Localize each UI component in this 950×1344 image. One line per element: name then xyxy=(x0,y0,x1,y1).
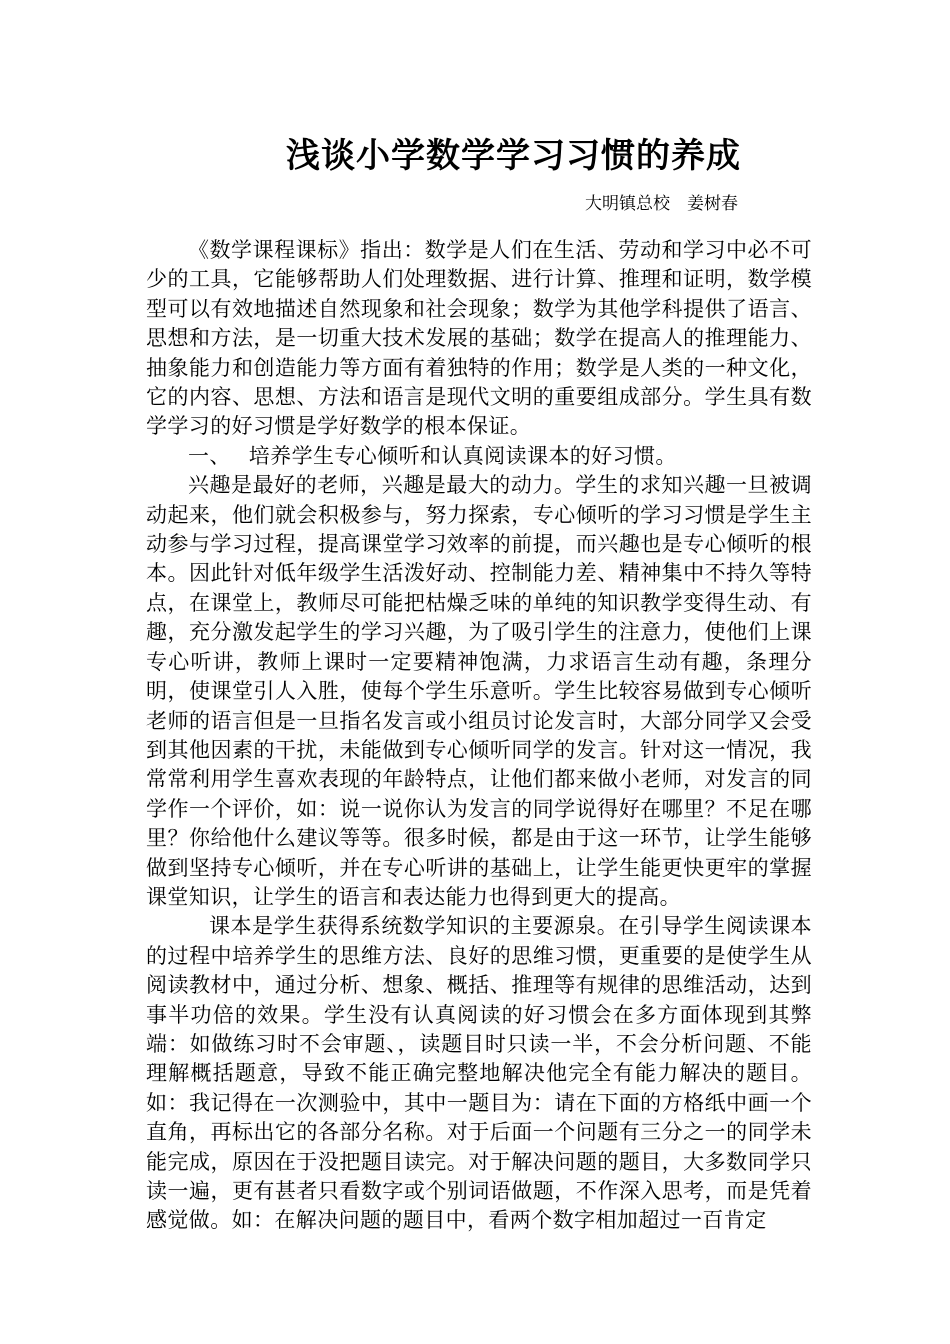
document-body xyxy=(146,236,812,1236)
paragraph-reading: 课本是学生获得系统数学知识的主要源泉。在引导学生阅读课本的过程中培养学生的思维方法、良好的思维习惯，更重要的是使学生从阅读教材中，通过分析、想象、概括、推理等有规律的思维活动，达到事半功倍的效果。学生没有认真阅读的好习惯会在多方面体现到其弊端：如做练习时不会审题、，读题目时只读一半，不会分析问题、不能理解概括题意，导致不能正确完整地解决他完全有能力解决的题目。如：我记得在一次测验中，其中一题目为：请在下面的方格纸中画一个直角，再标出它的各部分名称。对于后面一个问题有三分之一的同学未能完成，原因在于没把题目读完。对于解决问题的题目，大多数同学只读一遍，更有甚者只看数字或个别词语做题，不作深入思考，而是凭着感觉做。如：在解决问题的题目中，看两个数字相加超过一百肯定 xyxy=(146,914,812,1233)
paragraph-intro: 《数学课程课标》指出：数学是人们在生活、劳动和学习中必不可少的工具，它能够帮助人们处理数据、进行计算、推理和证明，数学模型可以有效地描述自然现象和社会现象；数学为其他学科提供了语言、思想和方法，是一切重大技术发展的基础；数学在提高人的推理能力、抽象能力和创造能力等方面有着独特的作用；数学是人类的一种文化，它的内容、思想、方法和语言是现代文明的重要组成部分。学生具有数学学习的好习惯是学好数学的根本保证。 xyxy=(146,238,812,439)
document-author: 大明镇总校 姜树春 xyxy=(585,194,738,214)
section-heading-1: 一、 培养学生专心倾听和认真阅读课本的好习惯。 xyxy=(188,443,677,468)
paragraph-listening: 兴趣是最好的老师，兴趣是最大的动力。学生的求知兴趣一旦被调动起来，他们就会积极参与，努力探索，专心倾听的学习习惯是学生主动参与学习过程，提高课堂学习效率的前提，而兴趣也是专心倾听的根本。因此针对低年级学生活泼好动、控制能力差、精神集中不持久等特点，在课堂上，教师尽可能把枯燥乏味的单纯的知识教学变得生动、有趣，充分激发起学生的学习兴趣，为了吸引学生的注意力，使他们上课专心听讲，教师上课时一定要精神饱满，力求语言生动有趣，条理分明，使课堂引人入胜，使每个学生乐意听。学生比较容易做到专心倾听老师的语言但是一旦指名发言或小组员讨论发言时，大部分同学又会受到其他因素的干扰，未能做到专心倾听同学的发言。针对这一情况，我常常利用学生喜欢表现的年龄特点，让他们都来做小老师，对发言的同学作一个评价，如：说一说你认为发言的同学说得好在哪里？不足在哪里？你给他什么建议等等。很多时候，都是由于这一环节，让学生能够做到坚持专心倾听，并在专心听讲的基础上，让学生能更快更牢的掌握课堂知识，让学生的语言和表达能力也得到更大的提高。 xyxy=(146,473,812,909)
document-title: 浅谈小学数学学习习惯的养成 xyxy=(286,136,741,176)
